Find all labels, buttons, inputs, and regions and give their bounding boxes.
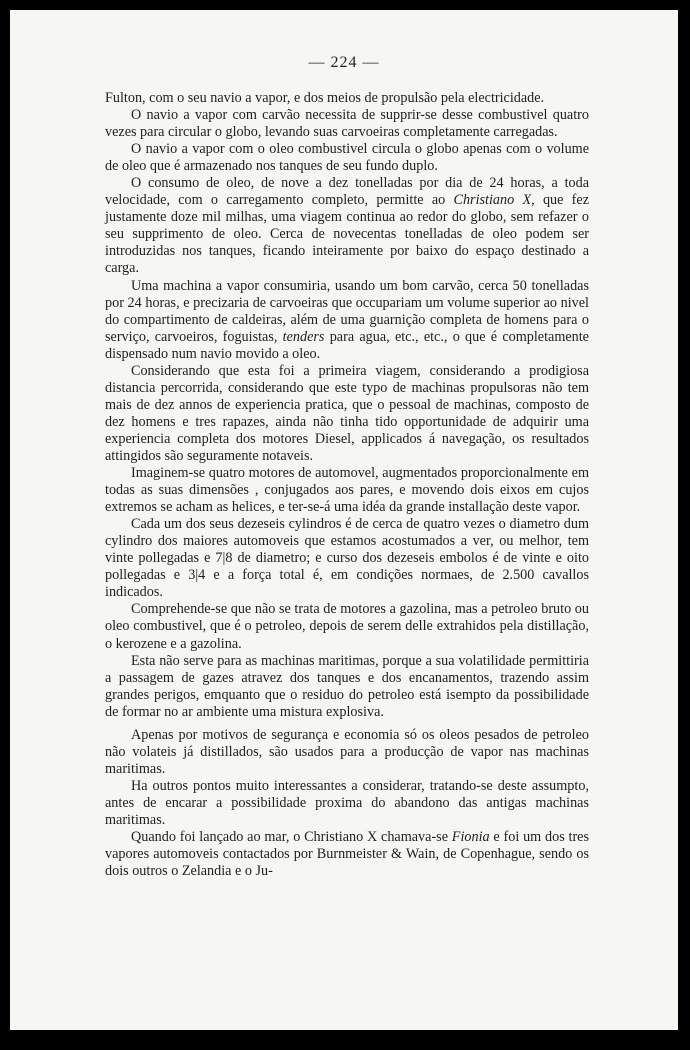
body-text [105,90,589,880]
page-number: — 224 — [308,54,380,71]
paragraph [105,465,589,516]
text-run: Quando foi lançado ao mar, o Christiano X chamava-se [131,829,452,846]
paragraph [105,363,589,465]
text-run: Ha outros pontos muito interessantes a considerar, tratando-se deste assumpto, antes de encarar a possibilidade proxima do abandono das antigas machinas maritimas. [105,777,589,828]
paragraph [105,778,589,829]
paragraph [105,107,589,141]
text-run: Imaginem-se quatro motores de automovel, augmentados proporcionalmente em todas as suas dimensões , conjugados aos pares, e movendo dois eixos em cujos extremos se acham as helices, e ter-se-á uma idéa da grande installação deste vapor. [105,465,589,516]
text-run: Cada um dos seus dezeseis cylindros é de cerca de quatro vezes o diametro dum cylindro dos maiores automoveis que estamos acostumados a ver, ou melhor, tem vinte pollegadas e 7|8 de diametro; e curso dos dezeseis embolos é de vinte e oito pollegadas e 3|4 e a força total é, em condições normaes, de 2.500 cavallos indicados. [105,516,589,601]
paragraph [105,141,589,175]
text-run: O navio a vapor com carvão necessita de supprir-se desse combustivel quatro vezes para circular o globo, levando suas carvoeiras completamente carregadas. [105,107,589,141]
paragraph [105,516,589,601]
text-run: Apenas por motivos de segurança e economia só os oleos pesados de petroleo não volateis já distillados, são usados para a producção de vapor nas machinas maritimas. [105,726,589,777]
text-run: Considerando que esta foi a primeira viagem, considerando a prodigiosa distancia percorrida, considerando que este typo de machinas propulsoras não tem mais de dez annos de experiencia pratica, que o pessoal de machinas, composto de dez homens e tres rapazes, ainda não tinha tido opportunidade de adquirir uma experiencia completa dos motores Diesel, applicados á navegação, os resultados attingidos são seguramente notaveis. [105,362,589,464]
italic-text: Fionia [451,829,490,846]
text-run: Uma machina a vapor consumiria, usando um bom carvão, cerca 50 tonelladas por 24 horas, e precizaria de carvoeiras que occupariam um volume superior ao nivel do compartimento de caldeiras, além de uma guarnição completa de homens para o serviço, carvoeiros, foguistas, [105,277,589,345]
text-run: O consumo de oleo, de nove a dez tonelladas por dia de 24 horas, a toda velocidade, com o carregamento completo, permitte ao [105,175,589,209]
paragraph [105,727,589,778]
italic-text: tenders [282,328,325,345]
text-run: , que fez justamente doze mil milhas, uma viagem continua ao redor do globo, sem refazer o seu supprimento de oleo. Cerca de novecentas tonelladas de oleo podem ser introduzidas nos tanques, ficando inteiramente por baixo do espaço destinado a carga. [105,192,590,277]
paragraph [105,175,589,277]
paragraph [105,278,589,363]
text-run: Fulton, com o seu navio a vapor, e dos meios de propulsão pela electricidade. [105,90,545,106]
paragraph [105,601,589,652]
italic-text: Christiano X [453,192,532,209]
text-run: O navio a vapor com o oleo combustivel circula o globo apenas com o volume de oleo que é armazenado nos tanques de seu fundo duplo. [105,141,589,175]
document-page [10,10,678,1030]
paragraph [105,653,589,721]
paragraph [105,90,589,107]
paragraph [105,829,589,880]
text-run: para agua, etc., etc., o que é completamente dispensado num navio movido a oleo. [105,328,589,362]
text-run: e foi um dos tres vapores automoveis contactados por Burnmeister & Wain, de Copenhague, sendo os dois outros o Zelandia e o Ju- [105,829,589,880]
text-run: Comprehende-se que não se trata de motores a gazolina, mas a petroleo bruto ou oleo combustivel, que é o petroleo, depois de serem delle extrahidos pela distillação, o kerozene e a gazolina. [105,601,589,652]
text-run: Esta não serve para as machinas maritimas, porque a sua volatilidade permittiria a passagem de gazes atravez dos tanques e dos encanamentos, trazendo assim grandes perigos, emquanto que o residuo do petroleo está isempto da possibilidade de formar no ar ambiente uma mistura explosiva. [105,652,589,720]
